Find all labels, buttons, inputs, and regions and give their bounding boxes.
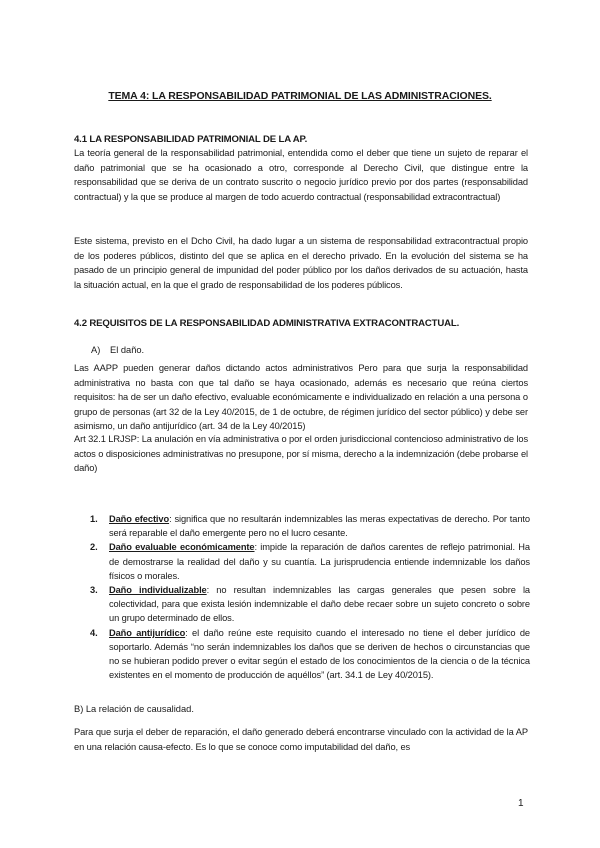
subsection-heading-dano: El daño. <box>110 345 145 355</box>
term-dano-efectivo: Daño efectivo <box>109 514 170 524</box>
list-number: 3. <box>90 585 98 596</box>
list-number: 4. <box>90 627 98 638</box>
subsection-heading-causalidad: B) La relación de causalidad. <box>74 704 194 714</box>
list-number: 2. <box>90 542 98 553</box>
requirement-text: : impide la reparación de daños carentes de reflejo patrimonial. Ha de demostrarse la realidad del daño y su cuantía. La jurisprudencia entiende indemnizable los daños físicos o morales. <box>109 542 530 581</box>
subsection-marker-a: A) <box>91 345 101 355</box>
list-number: 1. <box>90 514 98 524</box>
paragraph-deber-reparacion: Para que surja el deber de reparación, el daño generado deberá encontrarse vinculado con la actividad de la AP en una relación causa-efecto. Es lo que se conoce como imputabilidad del daño, es <box>74 727 528 752</box>
paragraph-sistema: Este sistema, previsto en el Dcho Civil, ha dado lugar a un sistema de responsabilidad extracontractual propio de los poderes públicos, distinto del que se aplica en el derecho privado. En la evolución del sistema se ha pasado de un principio general de impunidad del poder público por los daños derivados de su actuación, hasta la situación actual, en la que el grado de responsabilidad de los poderes públicos. <box>74 236 528 290</box>
requirement-text: : el daño reúne este requisito cuando el interesado no tiene el deber jurídico de soportarlo. Además “no serán indemnizables los daños que se deriven de hechos o circunstancias que no se hubieran podido prever o evitar según el estado de los conocimientos de la ciencia o de la técnica existentes en el momento de producción de aquéllos” (art. 34.1 de Ley 40/2015). <box>109 627 530 681</box>
paragraph-art-32-1: Art 32.1 LRJSP: La anulación en vía administrativa o por el orden jurisdiccional contencioso administrativo de los actos o disposiciones administrativas no presupone, por sí misma, derecho a la indemnización (debe probarse el daño) <box>74 434 528 474</box>
requirement-item-efectivo <box>90 512 530 540</box>
section-heading-4-1: 4.1 LA RESPONSABILIDAD PATRIMONIAL DE LA AP. <box>74 134 308 145</box>
section-heading-4-2: 4.2 REQUISITOS DE LA RESPONSABILIDAD ADMINISTRATIVA EXTRACONTRACTUAL. <box>74 318 460 329</box>
requirement-item-individualizable <box>90 583 530 626</box>
document-title: TEMA 4: LA RESPONSABILIDAD PATRIMONIAL DE LAS ADMINISTRACIONES. <box>108 90 492 102</box>
term-dano-individualizable: Daño individualizable <box>109 585 207 596</box>
requirement-text: : no resultan indemnizables las cargas generales que pesen sobre la colectividad, para que exista lesión indemnizable el daño debe recaer sobre un sujeto concreto o sobre un grupo determinado de ellos. <box>109 585 531 624</box>
paragraph-teoria-general: La teoría general de la responsabilidad patrimonial, entendida como el deber que tiene un sujeto de reparar el daño patrimonial que se ha ocasionado a otro, corresponde al Derecho Civil, que distingue entre la responsabilidad que se deriva de un contrato suscrito o negocio jurídico previo por dos partes (responsabilidad contractual) y la que se produce al margen de todo acuerdo contractual (responsabilidad extracontractual) <box>74 148 528 202</box>
term-dano-antijuridico: Daño antijurídico <box>109 627 186 638</box>
page-number: 1 <box>518 798 524 809</box>
paragraph-aapp-danos: Las AAPP pueden generar daños dictando actos administrativos Pero para que surja la responsabilidad administrativa no basta con que tal daño se haya ocasionado, además es necesario que reúna ciertos requisitos: ha de ser un daño efectivo, evaluable económicamente e individualizado en relación a una persona o grupo de personas (art 32 de la Ley 40/2015, de 1 de octubre, de régimen jurídico del sector público) y debe ser asimismo, un daño antijurídico (art. 34 de la Ley 40/2015) <box>74 363 528 432</box>
requirements-list <box>90 512 530 682</box>
requirement-text: : significa que no resultarán indemnizables las meras expectativas de derecho. Por tanto será reparable el daño emergente pero no el lucro cesante. <box>109 514 530 539</box>
requirement-item-evaluable <box>90 540 530 583</box>
requirement-item-antijuridico <box>90 626 530 683</box>
term-dano-evaluable: Daño evaluable económicamente <box>109 542 255 553</box>
